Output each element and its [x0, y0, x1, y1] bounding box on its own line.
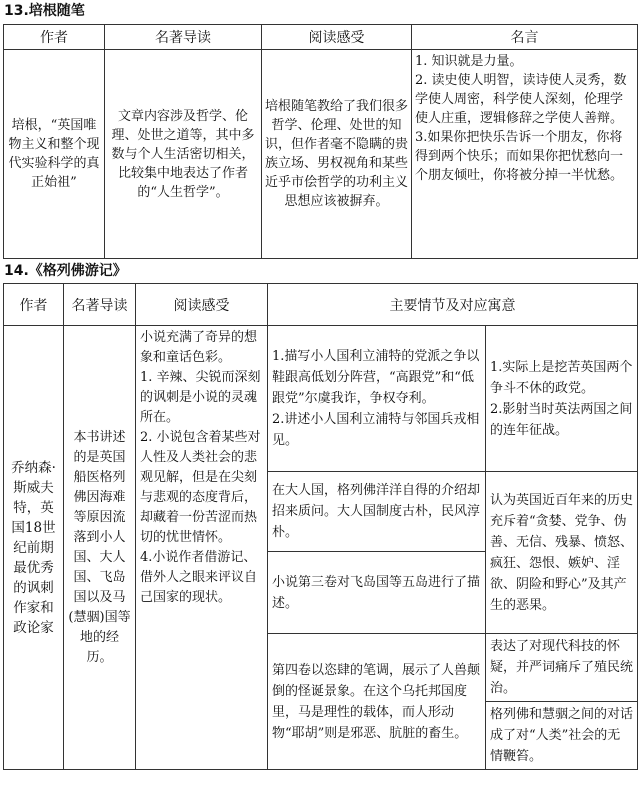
- plot-laputa: [268, 552, 486, 634]
- feeling-item: 4.小说作者借游记、借外人之眼来评议自己国家的现状。: [140, 550, 258, 605]
- plot-item: 小说第三卷对飞岛国等五岛进行了描述。: [272, 574, 481, 611]
- bacon-quotes: [412, 50, 638, 259]
- plot-item: 在大人国，格列佛洋洋自得的介绍却招来质问。大人国制度古朴，民风淳朴。: [272, 483, 481, 540]
- meaning-item: 表达了对现代科技的怀疑，并严词痛斥了殖民统治。: [486, 634, 637, 702]
- plot-brobdingnag: [268, 472, 486, 552]
- section-13-title: 13.培根随笔: [4, 3, 85, 19]
- plot-item: 1.描写小人国利立浦特的党派之争以鞋跟高低划分阵营，“高跟党”和“低跟党”尔虞我诈，争权夺利。: [272, 349, 480, 406]
- quote-item: 2. 读史使人明智，读诗使人灵秀，数学使人周密，科学使人深刻，伦理学使人庄重，逻辑修辞之学使人善辩。: [415, 73, 627, 126]
- feeling-item: 2. 小说包含着某些对人性及人类社会的悲观见解，但是在尖刻与悲观的态度背后，却藏着一份苦涩而热切的忧世情怀。: [140, 430, 261, 545]
- bacon-table: [3, 24, 638, 259]
- header-feeling: 阅读感受: [136, 284, 268, 326]
- plot-item: 2.讲述小人国利立浦特与邻国兵戎相见。: [272, 412, 480, 448]
- gulliver-author: 乔纳森·斯威夫特，英国18世纪前期最优秀的讽刺作家和政论家: [4, 326, 64, 770]
- meaning-item: 格列佛和慧骃之间的对话成了对“人类”社会的无情鞭笞。: [490, 707, 634, 764]
- header-plot: 主要情节及对应寓意: [268, 284, 638, 326]
- section-14-title: 14.《格列佛游记》: [4, 263, 127, 279]
- plot-item: 第四卷以恣肆的笔调，展示了人兽颠倒的怪诞景象。在这个乌托邦国度里，马是理性的载体，而人形动物“耶胡”则是邪恶、肮脏的畜生。: [272, 662, 481, 741]
- meaning-lilliput: [486, 326, 638, 472]
- bacon-feeling: 培根随笔教给了我们很多哲学、伦理、处世的知识，但作者毫不隐瞒的贵族立场、男权视角和某些近乎市侩哲学的功利主义思想应该被摒弃。: [262, 50, 412, 259]
- header-author: 作者: [4, 25, 105, 50]
- feeling-item: 小说充满了奇异的想象和童话色彩。: [140, 330, 258, 365]
- meaning-item: 认为英国近百年来的历史充斥着“贪婪、党争、伪善、无信、残暴、愤怒、疯狂、怨恨、嫉妒、淫欲、阴险和野心”及其产生的恶果。: [490, 492, 634, 613]
- gulliver-table: [3, 283, 638, 770]
- gulliver-guide: 本书讲述的是英国船医格列佛因海难等原因流落到小人国、大人国、飞岛国以及马(慧骃)国等地的经历。: [64, 326, 136, 770]
- meaning-item: 1.实际上是挖苦英国两个争斗不休的政党。: [490, 359, 633, 396]
- header-guide: 名著导读: [64, 284, 136, 326]
- plot-lilliput: [268, 326, 486, 472]
- gulliver-feeling: [136, 326, 268, 770]
- header-guide: 名著导读: [105, 25, 262, 50]
- header-author: 作者: [4, 284, 64, 326]
- header-feeling: 阅读感受: [262, 25, 412, 50]
- quote-item: 3.如果你把快乐告诉一个朋友，你将得到两个快乐；而如果你把忧愁向一个朋友倾吐，你将被分掉一半忧愁。: [415, 130, 624, 183]
- quote-item: 1. 知识就是力量。: [415, 54, 523, 69]
- meaning-brobdingnag: [486, 472, 638, 634]
- feeling-item: 1. 辛辣、尖锐而深刻的讽刺是小说的灵魂所在。: [140, 370, 261, 425]
- meaning-houyhnhnm: [486, 634, 638, 770]
- plot-houyhnhnm: [268, 634, 486, 770]
- bacon-guide: 文章内容涉及哲学、伦理、处世之道等，其中多数与个人生活密切相关，比较集中地表达了作者的“人生哲学”。: [105, 50, 262, 259]
- bacon-author: 培根，“英国唯物主义和整个现代实验科学的真正始祖”: [4, 50, 105, 259]
- header-quotes: 名言: [412, 25, 638, 50]
- meaning-item: 2.影射当时英法两国之间的连年征战。: [490, 401, 633, 438]
